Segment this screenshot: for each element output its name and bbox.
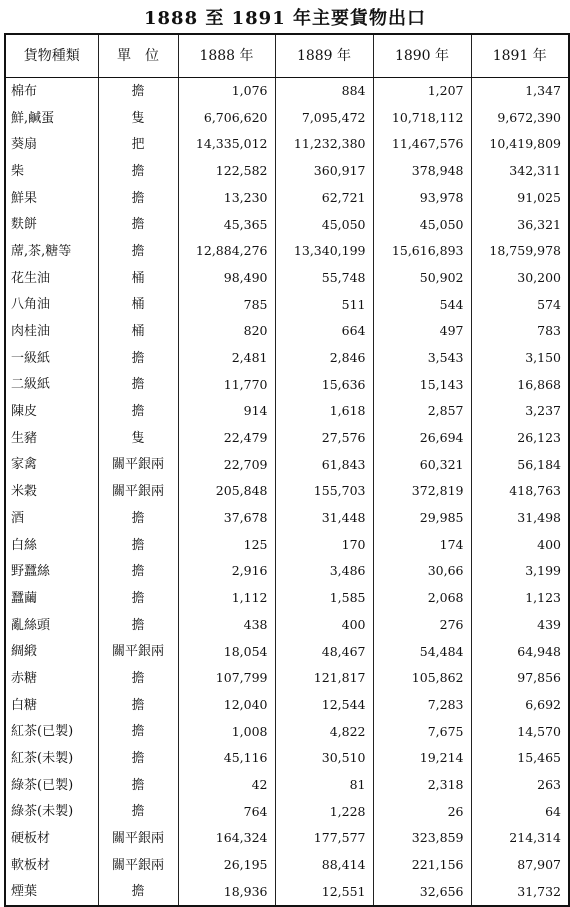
value-1888-cell: 2,481 bbox=[178, 345, 275, 372]
value-1891-cell: 418,763 bbox=[471, 478, 569, 505]
value-1889-cell: 177,577 bbox=[275, 825, 373, 852]
value-1891-cell: 3,199 bbox=[471, 558, 569, 585]
value-1889-cell: 884 bbox=[275, 78, 373, 105]
value-1888-cell: 12,040 bbox=[178, 692, 275, 719]
value-1889-cell: 2,846 bbox=[275, 345, 373, 372]
value-1890-cell: 26,694 bbox=[373, 425, 471, 452]
value-1891-cell: 3,237 bbox=[471, 398, 569, 425]
value-1890-cell: 32,656 bbox=[373, 879, 471, 907]
table-row bbox=[5, 772, 569, 799]
goods-name-cell: 煙葉 bbox=[5, 879, 98, 907]
value-1888-cell: 45,116 bbox=[178, 745, 275, 772]
value-1888-cell: 22,709 bbox=[178, 452, 275, 479]
unit-cell: 桶 bbox=[98, 292, 178, 319]
value-1891-cell: 439 bbox=[471, 612, 569, 639]
table-body bbox=[5, 78, 569, 907]
unit-cell: 關平銀兩 bbox=[98, 478, 178, 505]
value-1891-cell: 87,907 bbox=[471, 852, 569, 879]
value-1889-cell: 155,703 bbox=[275, 478, 373, 505]
value-1891-cell: 6,692 bbox=[471, 692, 569, 719]
export-table bbox=[4, 33, 570, 907]
value-1891-cell: 36,321 bbox=[471, 211, 569, 238]
value-1889-cell: 31,448 bbox=[275, 505, 373, 532]
value-1890-cell: 105,862 bbox=[373, 665, 471, 692]
value-1890-cell: 60,321 bbox=[373, 452, 471, 479]
unit-cell: 關平銀兩 bbox=[98, 638, 178, 665]
value-1888-cell: 164,324 bbox=[178, 825, 275, 852]
unit-cell: 擔 bbox=[98, 211, 178, 238]
value-1890-cell: 372,819 bbox=[373, 478, 471, 505]
value-1891-cell: 3,150 bbox=[471, 345, 569, 372]
value-1890-cell: 276 bbox=[373, 612, 471, 639]
value-1889-cell: 15,636 bbox=[275, 372, 373, 399]
value-1888-cell: 764 bbox=[178, 799, 275, 826]
table-row bbox=[5, 345, 569, 372]
goods-name-cell: 綠茶(已製) bbox=[5, 772, 98, 799]
table-row bbox=[5, 292, 569, 319]
value-1891-cell: 342,311 bbox=[471, 158, 569, 185]
value-1889-cell: 88,414 bbox=[275, 852, 373, 879]
table-row bbox=[5, 719, 569, 746]
goods-name-cell: 棉布 bbox=[5, 78, 98, 105]
value-1888-cell: 14,335,012 bbox=[178, 131, 275, 158]
value-1891-cell: 26,123 bbox=[471, 425, 569, 452]
header-year-1888: 1888 年 bbox=[178, 34, 275, 78]
value-1891-cell: 263 bbox=[471, 772, 569, 799]
unit-cell: 擔 bbox=[98, 799, 178, 826]
goods-name-cell: 一級紙 bbox=[5, 345, 98, 372]
value-1888-cell: 11,770 bbox=[178, 372, 275, 399]
table-row bbox=[5, 211, 569, 238]
value-1889-cell: 62,721 bbox=[275, 185, 373, 212]
goods-name-cell: 軟板材 bbox=[5, 852, 98, 879]
value-1890-cell: 221,156 bbox=[373, 852, 471, 879]
header-year-1890: 1890 年 bbox=[373, 34, 471, 78]
unit-cell: 隻 bbox=[98, 425, 178, 452]
value-1890-cell: 45,050 bbox=[373, 211, 471, 238]
unit-cell: 擔 bbox=[98, 505, 178, 532]
goods-name-cell: 酒 bbox=[5, 505, 98, 532]
value-1889-cell: 664 bbox=[275, 318, 373, 345]
value-1891-cell: 16,868 bbox=[471, 372, 569, 399]
table-row bbox=[5, 638, 569, 665]
value-1888-cell: 98,490 bbox=[178, 265, 275, 292]
table-row bbox=[5, 425, 569, 452]
unit-cell: 把 bbox=[98, 131, 178, 158]
goods-name-cell: 蓆,茶,糖等 bbox=[5, 238, 98, 265]
value-1890-cell: 15,616,893 bbox=[373, 238, 471, 265]
value-1888-cell: 205,848 bbox=[178, 478, 275, 505]
unit-cell: 擔 bbox=[98, 665, 178, 692]
table-row bbox=[5, 825, 569, 852]
value-1888-cell: 438 bbox=[178, 612, 275, 639]
value-1888-cell: 13,230 bbox=[178, 185, 275, 212]
unit-cell: 擔 bbox=[98, 158, 178, 185]
value-1889-cell: 48,467 bbox=[275, 638, 373, 665]
table-row bbox=[5, 478, 569, 505]
value-1888-cell: 914 bbox=[178, 398, 275, 425]
value-1890-cell: 19,214 bbox=[373, 745, 471, 772]
goods-name-cell: 亂絲頭 bbox=[5, 612, 98, 639]
goods-name-cell: 八角油 bbox=[5, 292, 98, 319]
value-1890-cell: 2,318 bbox=[373, 772, 471, 799]
unit-cell: 關平銀兩 bbox=[98, 852, 178, 879]
unit-cell: 桶 bbox=[98, 318, 178, 345]
goods-name-cell: 紅茶(未製) bbox=[5, 745, 98, 772]
goods-name-cell: 白絲 bbox=[5, 532, 98, 559]
value-1890-cell: 26 bbox=[373, 799, 471, 826]
goods-name-cell: 赤糖 bbox=[5, 665, 98, 692]
value-1888-cell: 122,582 bbox=[178, 158, 275, 185]
value-1890-cell: 2,068 bbox=[373, 585, 471, 612]
value-1891-cell: 91,025 bbox=[471, 185, 569, 212]
unit-cell: 擔 bbox=[98, 238, 178, 265]
value-1890-cell: 29,985 bbox=[373, 505, 471, 532]
value-1889-cell: 11,232,380 bbox=[275, 131, 373, 158]
table-row bbox=[5, 185, 569, 212]
value-1889-cell: 400 bbox=[275, 612, 373, 639]
table-row bbox=[5, 318, 569, 345]
goods-name-cell: 蠶繭 bbox=[5, 585, 98, 612]
table-row bbox=[5, 505, 569, 532]
value-1889-cell: 61,843 bbox=[275, 452, 373, 479]
table-row bbox=[5, 78, 569, 105]
unit-cell: 擔 bbox=[98, 345, 178, 372]
goods-name-cell: 鮮果 bbox=[5, 185, 98, 212]
header-year-1891: 1891 年 bbox=[471, 34, 569, 78]
value-1891-cell: 15,465 bbox=[471, 745, 569, 772]
goods-name-cell: 鮮,鹹蛋 bbox=[5, 105, 98, 132]
value-1889-cell: 45,050 bbox=[275, 211, 373, 238]
value-1891-cell: 400 bbox=[471, 532, 569, 559]
value-1890-cell: 15,143 bbox=[373, 372, 471, 399]
value-1890-cell: 50,902 bbox=[373, 265, 471, 292]
table-row bbox=[5, 852, 569, 879]
unit-cell: 擔 bbox=[98, 879, 178, 907]
table-row bbox=[5, 131, 569, 158]
value-1891-cell: 10,419,809 bbox=[471, 131, 569, 158]
value-1891-cell: 97,856 bbox=[471, 665, 569, 692]
value-1890-cell: 3,543 bbox=[373, 345, 471, 372]
table-row bbox=[5, 105, 569, 132]
table-row bbox=[5, 585, 569, 612]
goods-name-cell: 陳皮 bbox=[5, 398, 98, 425]
goods-name-cell: 紅茶(已製) bbox=[5, 719, 98, 746]
table-row bbox=[5, 532, 569, 559]
value-1888-cell: 42 bbox=[178, 772, 275, 799]
unit-cell: 擔 bbox=[98, 372, 178, 399]
unit-cell: 擔 bbox=[98, 185, 178, 212]
value-1888-cell: 1,076 bbox=[178, 78, 275, 105]
value-1890-cell: 7,283 bbox=[373, 692, 471, 719]
value-1889-cell: 27,576 bbox=[275, 425, 373, 452]
table-row bbox=[5, 799, 569, 826]
value-1891-cell: 214,314 bbox=[471, 825, 569, 852]
value-1891-cell: 1,123 bbox=[471, 585, 569, 612]
value-1888-cell: 22,479 bbox=[178, 425, 275, 452]
header-year-1889: 1889 年 bbox=[275, 34, 373, 78]
value-1888-cell: 18,936 bbox=[178, 879, 275, 907]
value-1888-cell: 12,884,276 bbox=[178, 238, 275, 265]
unit-cell: 擔 bbox=[98, 612, 178, 639]
table-row bbox=[5, 665, 569, 692]
table-row bbox=[5, 372, 569, 399]
value-1889-cell: 12,551 bbox=[275, 879, 373, 907]
value-1888-cell: 6,706,620 bbox=[178, 105, 275, 132]
unit-cell: 擔 bbox=[98, 745, 178, 772]
value-1891-cell: 56,184 bbox=[471, 452, 569, 479]
table-row bbox=[5, 398, 569, 425]
goods-name-cell: 綠茶(未製) bbox=[5, 799, 98, 826]
table-row bbox=[5, 745, 569, 772]
header-goods-type: 貨物種類 bbox=[5, 34, 98, 78]
value-1889-cell: 3,486 bbox=[275, 558, 373, 585]
value-1890-cell: 323,859 bbox=[373, 825, 471, 852]
value-1891-cell: 9,672,390 bbox=[471, 105, 569, 132]
goods-name-cell: 野蠶絲 bbox=[5, 558, 98, 585]
table-row bbox=[5, 692, 569, 719]
unit-cell: 擔 bbox=[98, 719, 178, 746]
unit-cell: 擔 bbox=[98, 558, 178, 585]
page-title: 1888 至 1891 年主要貨物出口 bbox=[144, 8, 426, 29]
value-1891-cell: 574 bbox=[471, 292, 569, 319]
table-row bbox=[5, 452, 569, 479]
unit-cell: 桶 bbox=[98, 265, 178, 292]
value-1891-cell: 64,948 bbox=[471, 638, 569, 665]
table-header-row bbox=[5, 34, 569, 78]
value-1891-cell: 14,570 bbox=[471, 719, 569, 746]
value-1889-cell: 13,340,199 bbox=[275, 238, 373, 265]
value-1888-cell: 785 bbox=[178, 292, 275, 319]
value-1889-cell: 55,748 bbox=[275, 265, 373, 292]
value-1890-cell: 378,948 bbox=[373, 158, 471, 185]
value-1889-cell: 30,510 bbox=[275, 745, 373, 772]
value-1889-cell: 12,544 bbox=[275, 692, 373, 719]
goods-name-cell: 花生油 bbox=[5, 265, 98, 292]
value-1888-cell: 125 bbox=[178, 532, 275, 559]
value-1891-cell: 783 bbox=[471, 318, 569, 345]
value-1888-cell: 820 bbox=[178, 318, 275, 345]
value-1889-cell: 7,095,472 bbox=[275, 105, 373, 132]
value-1890-cell: 11,467,576 bbox=[373, 131, 471, 158]
unit-cell: 擔 bbox=[98, 398, 178, 425]
value-1888-cell: 37,678 bbox=[178, 505, 275, 532]
value-1890-cell: 174 bbox=[373, 532, 471, 559]
unit-cell: 擔 bbox=[98, 692, 178, 719]
unit-cell: 隻 bbox=[98, 105, 178, 132]
value-1888-cell: 2,916 bbox=[178, 558, 275, 585]
value-1890-cell: 544 bbox=[373, 292, 471, 319]
goods-name-cell: 柴 bbox=[5, 158, 98, 185]
value-1890-cell: 1,207 bbox=[373, 78, 471, 105]
table-row bbox=[5, 238, 569, 265]
table-row bbox=[5, 612, 569, 639]
goods-name-cell: 肉桂油 bbox=[5, 318, 98, 345]
unit-cell: 關平銀兩 bbox=[98, 825, 178, 852]
table-row bbox=[5, 265, 569, 292]
value-1889-cell: 170 bbox=[275, 532, 373, 559]
value-1890-cell: 30,66 bbox=[373, 558, 471, 585]
value-1890-cell: 54,484 bbox=[373, 638, 471, 665]
goods-name-cell: 二級紙 bbox=[5, 372, 98, 399]
value-1889-cell: 1,585 bbox=[275, 585, 373, 612]
goods-name-cell: 麩餅 bbox=[5, 211, 98, 238]
table-row bbox=[5, 158, 569, 185]
table-row bbox=[5, 558, 569, 585]
goods-name-cell: 硬板材 bbox=[5, 825, 98, 852]
unit-cell: 擔 bbox=[98, 772, 178, 799]
value-1891-cell: 1,347 bbox=[471, 78, 569, 105]
unit-cell: 擔 bbox=[98, 585, 178, 612]
goods-name-cell: 綢緞 bbox=[5, 638, 98, 665]
unit-cell: 擔 bbox=[98, 78, 178, 105]
goods-name-cell: 米穀 bbox=[5, 478, 98, 505]
value-1890-cell: 93,978 bbox=[373, 185, 471, 212]
value-1888-cell: 1,112 bbox=[178, 585, 275, 612]
value-1889-cell: 81 bbox=[275, 772, 373, 799]
value-1891-cell: 64 bbox=[471, 799, 569, 826]
value-1888-cell: 107,799 bbox=[178, 665, 275, 692]
value-1888-cell: 18,054 bbox=[178, 638, 275, 665]
value-1890-cell: 10,718,112 bbox=[373, 105, 471, 132]
value-1891-cell: 18,759,978 bbox=[471, 238, 569, 265]
value-1888-cell: 26,195 bbox=[178, 852, 275, 879]
value-1891-cell: 31,498 bbox=[471, 505, 569, 532]
goods-name-cell: 葵扇 bbox=[5, 131, 98, 158]
value-1890-cell: 7,675 bbox=[373, 719, 471, 746]
value-1889-cell: 511 bbox=[275, 292, 373, 319]
value-1890-cell: 2,857 bbox=[373, 398, 471, 425]
unit-cell: 關平銀兩 bbox=[98, 452, 178, 479]
value-1890-cell: 497 bbox=[373, 318, 471, 345]
value-1888-cell: 45,365 bbox=[178, 211, 275, 238]
value-1891-cell: 30,200 bbox=[471, 265, 569, 292]
value-1888-cell: 1,008 bbox=[178, 719, 275, 746]
value-1889-cell: 1,228 bbox=[275, 799, 373, 826]
value-1889-cell: 360,917 bbox=[275, 158, 373, 185]
value-1889-cell: 4,822 bbox=[275, 719, 373, 746]
goods-name-cell: 白糖 bbox=[5, 692, 98, 719]
header-unit: 單 位 bbox=[98, 34, 178, 78]
value-1889-cell: 121,817 bbox=[275, 665, 373, 692]
goods-name-cell: 家禽 bbox=[5, 452, 98, 479]
goods-name-cell: 生豬 bbox=[5, 425, 98, 452]
value-1889-cell: 1,618 bbox=[275, 398, 373, 425]
value-1891-cell: 31,732 bbox=[471, 879, 569, 907]
unit-cell: 擔 bbox=[98, 532, 178, 559]
